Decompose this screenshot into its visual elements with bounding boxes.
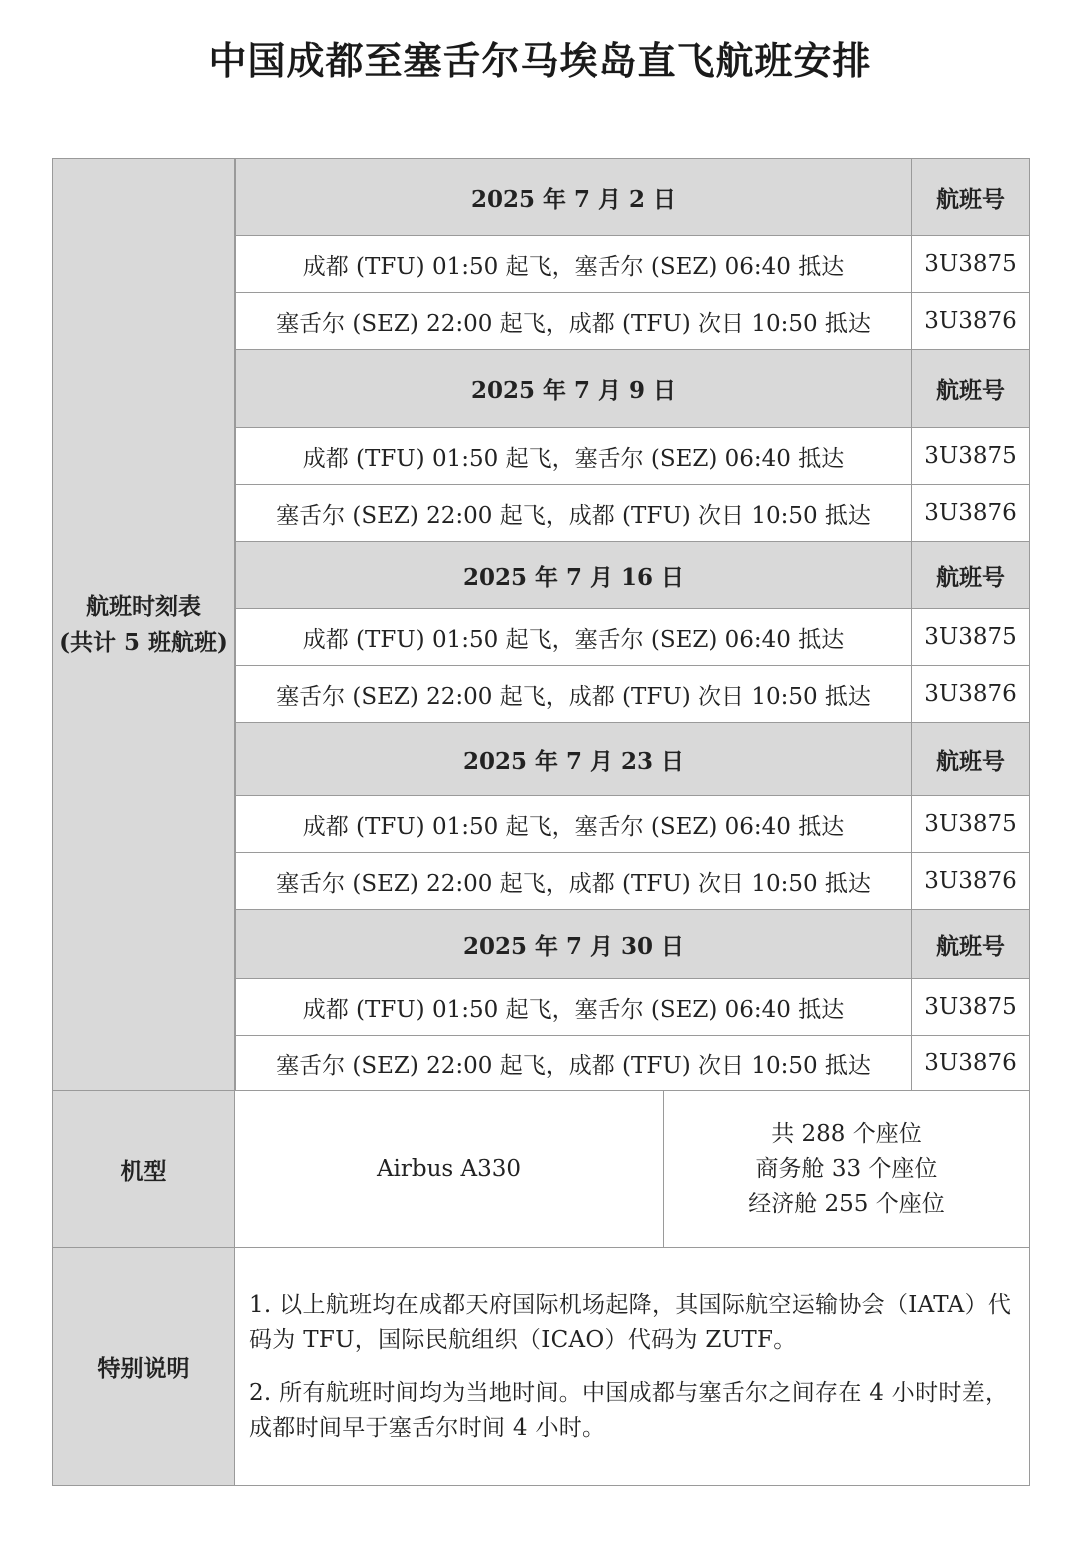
flight-number: 3U3875 xyxy=(911,608,1030,666)
flight-route: 塞舌尔 (SEZ) 22:00 起飞，成都 (TFU) 次日 10:50 抵达 xyxy=(235,852,912,910)
date-header: 2025 年 7 月 9 日 xyxy=(235,349,912,428)
flight-route: 成都 (TFU) 01:50 起飞，塞舌尔 (SEZ) 06:40 抵达 xyxy=(235,427,912,485)
aircraft-label: 机型 xyxy=(52,1090,235,1248)
flight-route: 成都 (TFU) 01:50 起飞，塞舌尔 (SEZ) 06:40 抵达 xyxy=(235,978,912,1036)
flight-number: 3U3876 xyxy=(911,292,1030,350)
note-2: 2. 所有航班时间均为当地时间。中国成都与塞舌尔之间存在 4 小时时差，成都时间早于塞舌尔时间 4 小时。 xyxy=(249,1379,1009,1441)
flight-schedule-table xyxy=(52,158,1030,1486)
flight-route: 成都 (TFU) 01:50 起飞，塞舌尔 (SEZ) 06:40 抵达 xyxy=(235,235,912,293)
flight-number: 3U3875 xyxy=(911,795,1030,853)
flight-number: 3U3875 xyxy=(911,235,1030,293)
flight-number-header: 航班号 xyxy=(911,349,1030,428)
schedule-count-label: (共计 5 班航班) xyxy=(59,628,228,656)
flight-number-header: 航班号 xyxy=(911,722,1030,796)
flight-route: 塞舌尔 (SEZ) 22:00 起飞，成都 (TFU) 次日 10:50 抵达 xyxy=(235,665,912,723)
notes-label: 特别说明 xyxy=(52,1247,235,1486)
date-header: 2025 年 7 月 23 日 xyxy=(235,722,912,796)
date-header: 2025 年 7 月 2 日 xyxy=(235,158,912,236)
schedule-label: 航班时刻表 xyxy=(86,592,201,620)
seats-total: 共 288 个座位 xyxy=(771,1120,922,1147)
flight-route: 塞舌尔 (SEZ) 22:00 起飞，成都 (TFU) 次日 10:50 抵达 xyxy=(235,292,912,350)
flight-route: 成都 (TFU) 01:50 起飞，塞舌尔 (SEZ) 06:40 抵达 xyxy=(235,608,912,666)
date-header: 2025 年 7 月 16 日 xyxy=(235,541,912,609)
flight-number: 3U3876 xyxy=(911,1035,1030,1091)
flight-route: 成都 (TFU) 01:50 起飞，塞舌尔 (SEZ) 06:40 抵达 xyxy=(235,795,912,853)
flight-number: 3U3875 xyxy=(911,427,1030,485)
flight-route: 塞舌尔 (SEZ) 22:00 起飞，成都 (TFU) 次日 10:50 抵达 xyxy=(235,484,912,542)
seats-business: 商务舱 33 个座位 xyxy=(755,1155,938,1182)
seat-configuration xyxy=(663,1090,1030,1248)
flight-number: 3U3876 xyxy=(911,665,1030,723)
date-header: 2025 年 7 月 30 日 xyxy=(235,909,912,979)
flight-route: 塞舌尔 (SEZ) 22:00 起飞，成都 (TFU) 次日 10:50 抵达 xyxy=(235,1035,912,1091)
flight-number-header: 航班号 xyxy=(911,909,1030,979)
flight-number: 3U3875 xyxy=(911,978,1030,1036)
flight-number-header: 航班号 xyxy=(911,541,1030,609)
flight-number-header: 航班号 xyxy=(911,158,1030,236)
aircraft-model: Airbus A330 xyxy=(234,1090,664,1248)
flight-number: 3U3876 xyxy=(911,484,1030,542)
note-1: 1. 以上航班均在成都天府国际机场起降，其国际航空运输协会（IATA）代码为 TFU，国际民航组织（ICAO）代码为 ZUTF。 xyxy=(249,1291,1012,1353)
notes-content xyxy=(234,1247,1030,1486)
schedule-label-cell xyxy=(52,158,235,1091)
flight-number: 3U3876 xyxy=(911,852,1030,910)
page-title: 中国成都至塞舌尔马埃岛直飞航班安排 xyxy=(208,39,872,83)
seats-economy: 经济舱 255 个座位 xyxy=(748,1190,945,1217)
